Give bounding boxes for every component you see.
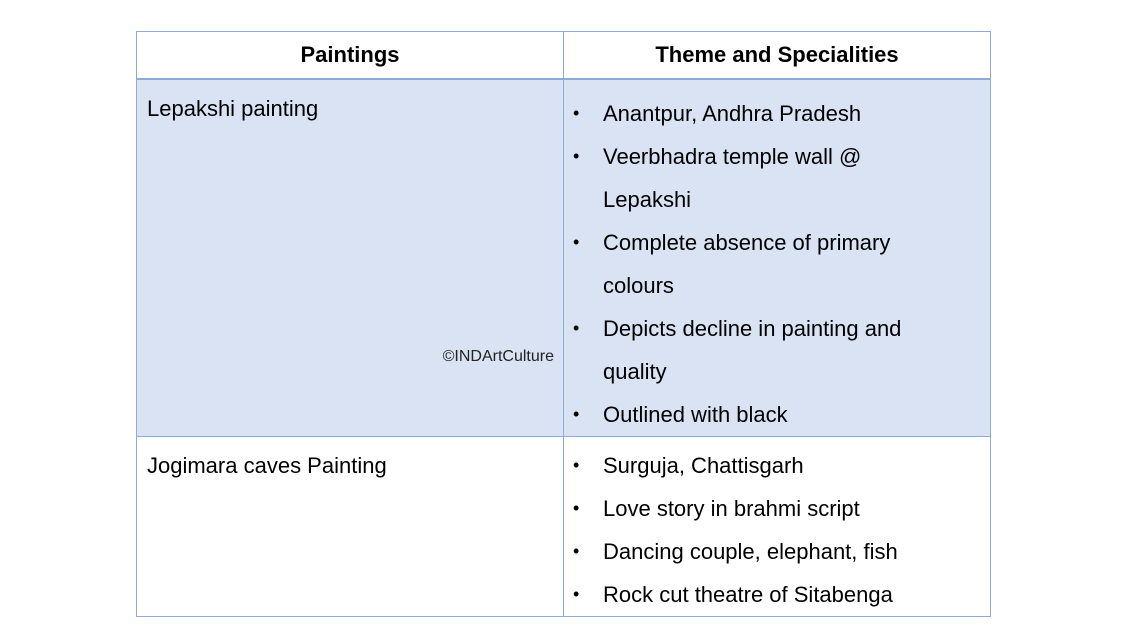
bullet-icon: • <box>573 541 580 561</box>
bullet-icon: • <box>573 146 580 166</box>
list-item <box>564 92 990 135</box>
list-item <box>564 444 990 487</box>
list-item-text: Surguja, Chattisgarh <box>603 453 804 478</box>
bullet-icon: • <box>573 318 580 338</box>
list-item-text: Depicts decline in painting and quality <box>603 316 902 384</box>
bullet-icon: • <box>573 404 580 424</box>
painting-name-cell <box>137 437 564 617</box>
painting-name-cell <box>137 79 564 437</box>
list-item-text: Outlined with black <box>603 402 788 427</box>
bullet-icon: • <box>573 103 580 123</box>
list-item <box>564 573 990 616</box>
paintings-table <box>136 31 991 617</box>
painting-name: Jogimara caves Painting <box>147 453 387 478</box>
list-item <box>564 393 990 436</box>
header-row <box>137 32 991 80</box>
list-item-text: Dancing couple, elephant, fish <box>603 539 898 564</box>
header-theme-specialities: Theme and Specialities <box>564 32 991 80</box>
list-item <box>564 135 990 221</box>
list-item <box>564 487 990 530</box>
table-row <box>137 79 991 437</box>
bullet-icon: • <box>573 455 580 475</box>
list-item-text: Anantpur, Andhra Pradesh <box>603 101 862 126</box>
list-item <box>564 221 990 307</box>
list-item <box>564 307 990 393</box>
bullet-icon: • <box>573 498 580 518</box>
list-item-text: Rock cut theatre of Sitabenga <box>603 582 893 607</box>
header-paintings: Paintings <box>137 32 564 80</box>
painting-name: Lepakshi painting <box>147 96 319 121</box>
table-row <box>137 437 991 617</box>
copyright-watermark: ©INDArtCulture <box>442 348 554 365</box>
theme-list <box>564 437 990 616</box>
list-item-text: Veerbhadra temple wall @ Lepakshi <box>603 144 862 212</box>
bullet-icon: • <box>573 584 580 604</box>
theme-list <box>564 80 990 436</box>
list-item <box>564 530 990 573</box>
bullet-icon: • <box>573 232 580 252</box>
theme-cell <box>564 79 991 437</box>
list-item-text: Complete absence of primary colours <box>603 230 891 298</box>
list-item-text: Love story in brahmi script <box>603 496 860 521</box>
theme-cell <box>564 437 991 617</box>
